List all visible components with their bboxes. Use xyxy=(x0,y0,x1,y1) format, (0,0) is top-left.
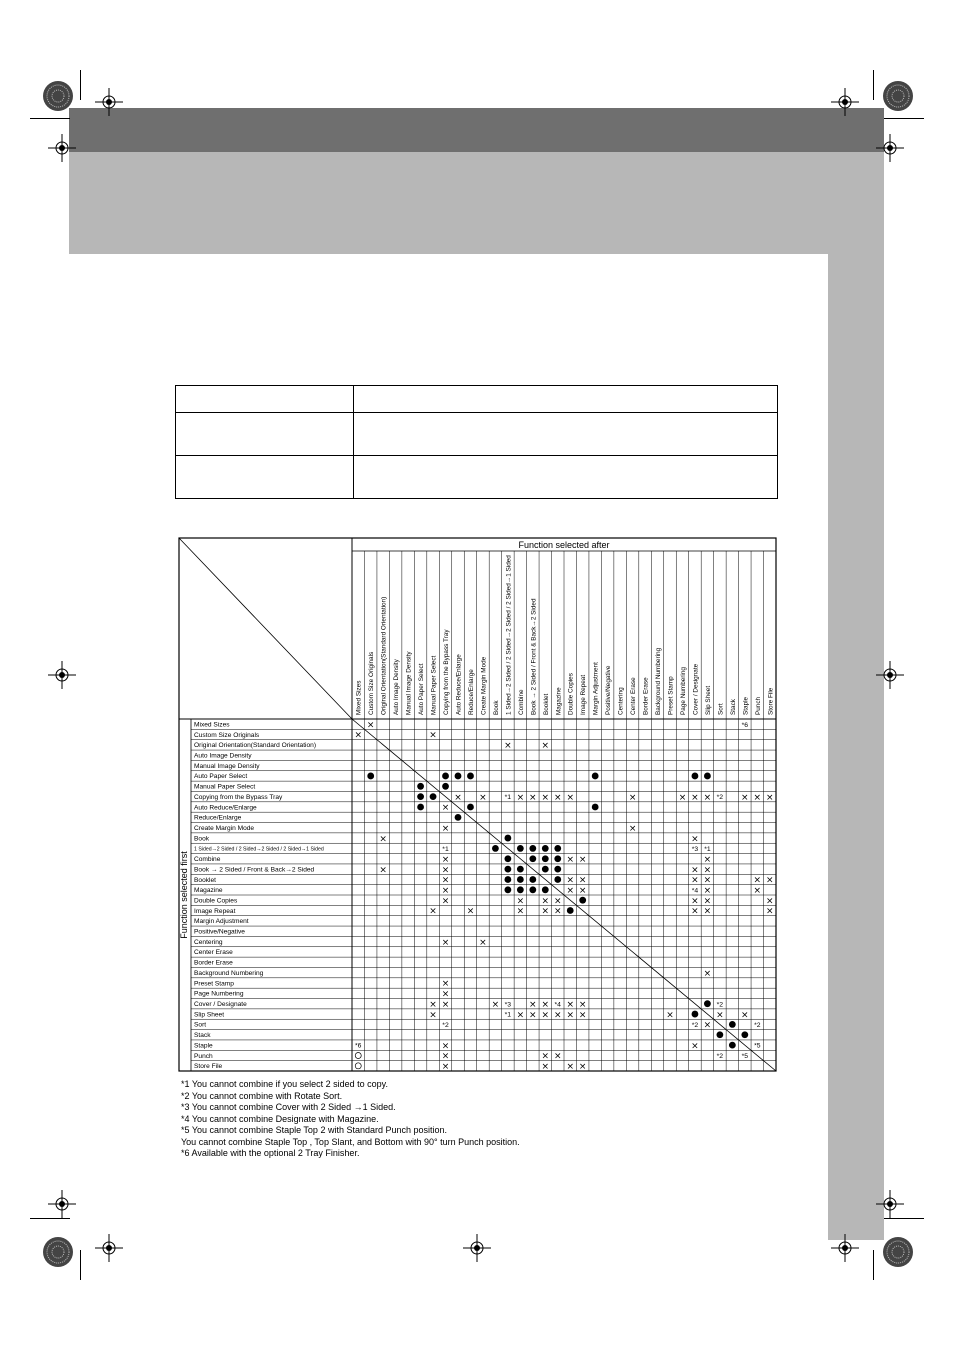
cross-mark: × xyxy=(703,875,712,886)
col-label: Mixed Sizes xyxy=(355,680,363,715)
cross-mark: × xyxy=(703,886,712,897)
footnote-ref-mark: *2 xyxy=(442,1022,449,1030)
col-label: Image Repeat xyxy=(580,674,588,715)
col-label: 1 Sided→2 Sided / 2 Sided→2 Sided / 2 Sided→1 Sided xyxy=(505,555,513,715)
col-label: Custom Size Originals xyxy=(368,651,376,715)
cross-mark: × xyxy=(441,896,450,907)
filled-circle-mark xyxy=(517,845,524,852)
row-label: Combine xyxy=(194,856,221,864)
cross-mark: × xyxy=(578,875,587,886)
col-label: Book → 2 Sided / Front & Back→2 Sided xyxy=(530,598,538,715)
footnote: *2 You cannot combine with Rotate Sort. xyxy=(181,1090,343,1101)
cross-mark: × xyxy=(516,906,525,917)
col-label: Combine xyxy=(517,689,525,715)
row-label: Custom Size Originals xyxy=(194,731,260,739)
row-label: Mixed Sizes xyxy=(194,721,230,729)
row-label: Manual Image Density xyxy=(194,762,260,770)
filled-circle-mark xyxy=(554,855,561,862)
row-label: Create Margin Mode xyxy=(194,825,255,833)
filled-circle-mark xyxy=(542,866,549,873)
cross-mark: × xyxy=(441,989,450,1000)
filled-circle-mark xyxy=(592,804,599,811)
col-label: Copying from the Bypass Tray xyxy=(443,629,451,715)
cross-mark: × xyxy=(765,792,774,803)
cross-mark: × xyxy=(516,896,525,907)
col-label: Auto Image Density xyxy=(393,659,401,715)
col-label: Center Erase xyxy=(630,677,638,715)
footnote-ref-mark: *6 xyxy=(355,1042,362,1050)
filled-circle-mark xyxy=(442,773,449,780)
footnote-ref-mark: *2 xyxy=(716,1053,724,1061)
col-label: Double Copies xyxy=(567,673,575,715)
col-label: Book xyxy=(492,700,500,715)
cross-mark: × xyxy=(441,865,450,876)
cross-mark: × xyxy=(553,792,562,803)
cross-mark: × xyxy=(491,999,500,1010)
cross-mark: × xyxy=(691,1041,699,1052)
cross-mark: × xyxy=(541,1051,550,1062)
cross-mark: × xyxy=(628,823,637,834)
footnote-ref-mark: *5 xyxy=(741,1053,749,1061)
row-label: Border Erase xyxy=(194,959,233,967)
cross-mark: × xyxy=(753,875,762,886)
footnote-ref-mark: *1 xyxy=(442,846,449,854)
col-label: Manual Image Density xyxy=(405,651,413,715)
col-label: Store File xyxy=(767,687,775,715)
cross-mark: × xyxy=(516,1010,525,1021)
cross-mark: × xyxy=(541,906,550,917)
filled-circle-mark xyxy=(729,1021,736,1028)
cross-mark: × xyxy=(703,792,712,803)
row-label: Background Numbering xyxy=(194,969,264,977)
cross-mark: × xyxy=(703,1020,712,1031)
filled-circle-mark xyxy=(529,876,536,883)
cross-mark: × xyxy=(441,803,450,814)
row-label: Reduce/Enlarge xyxy=(194,814,242,822)
row-label: Punch xyxy=(194,1052,213,1060)
col-label: Booklet xyxy=(542,693,550,715)
cross-mark: × xyxy=(741,1010,749,1021)
filled-circle-mark xyxy=(542,886,549,893)
filled-circle-mark xyxy=(467,804,474,811)
footnote-ref-mark: *3 xyxy=(504,1001,512,1009)
cross-mark: × xyxy=(703,854,712,865)
cross-mark: × xyxy=(566,854,575,865)
cross-mark: × xyxy=(578,1062,587,1073)
cross-mark: × xyxy=(441,937,450,948)
col-label: Sort xyxy=(717,703,725,715)
cross-mark: × xyxy=(553,1051,562,1062)
cross-mark: × xyxy=(429,999,437,1010)
footnote-ref-mark: *4 xyxy=(691,887,699,895)
filled-circle-mark xyxy=(504,855,511,862)
col-label: Reduce/Enlarge xyxy=(467,669,475,715)
cross-mark: × xyxy=(541,1062,550,1073)
row-label: Original Orientation(Standard Orientation) xyxy=(194,742,317,750)
filled-circle-mark xyxy=(729,1042,736,1049)
filled-circle-mark xyxy=(542,845,549,852)
filled-circle-mark xyxy=(467,773,474,780)
cross-mark: × xyxy=(466,906,475,917)
footnote-ref-mark: *6 xyxy=(741,721,749,729)
filled-circle-mark xyxy=(517,866,524,873)
filled-circle-mark xyxy=(417,783,424,790)
cross-mark: × xyxy=(479,937,487,948)
cross-mark: × xyxy=(753,886,762,897)
cross-mark: × xyxy=(765,896,774,907)
cross-mark: × xyxy=(703,906,712,917)
cross-mark: × xyxy=(479,792,487,803)
col-label: Border Erase xyxy=(642,677,650,715)
row-label: Manual Paper Select xyxy=(194,783,256,791)
col-label: Stack xyxy=(729,699,737,715)
filled-circle-mark xyxy=(504,866,511,873)
cross-mark: × xyxy=(566,792,575,803)
row-label: Slip Sheet xyxy=(194,1011,225,1019)
filled-circle-mark xyxy=(542,855,549,862)
cross-mark: × xyxy=(504,741,512,752)
cross-mark: × xyxy=(541,741,550,752)
col-label: Original Orientation(Standard Orientation) xyxy=(380,596,388,715)
col-label: Staple xyxy=(742,696,750,715)
cross-mark: × xyxy=(703,865,712,876)
footnote: *1 You cannot combine if you select 2 sided to copy. xyxy=(181,1079,388,1089)
filled-circle-mark xyxy=(741,1031,748,1038)
col-label: Centering xyxy=(617,687,625,715)
row-label: Center Erase xyxy=(194,949,233,957)
filled-circle-mark xyxy=(517,876,524,883)
cross-mark: × xyxy=(691,792,699,803)
col-label: Preset Stamp xyxy=(667,676,675,715)
cross-mark: × xyxy=(441,886,450,897)
col-label: Page Numbering xyxy=(679,667,687,715)
cross-mark: × xyxy=(566,886,575,897)
row-label: Auto Reduce/Enlarge xyxy=(194,804,257,812)
row-label: Preset Stamp xyxy=(194,980,234,988)
cross-mark: × xyxy=(578,854,587,865)
cross-mark: × xyxy=(553,896,562,907)
footnote-ref-mark: *1 xyxy=(704,846,711,854)
row-label: Booklet xyxy=(194,876,216,884)
filled-circle-mark xyxy=(504,876,511,883)
filled-circle-mark xyxy=(492,845,499,852)
row-label: Stack xyxy=(194,1032,211,1040)
open-circle-mark xyxy=(355,1063,361,1069)
row-label: Double Copies xyxy=(194,897,238,905)
cross-mark: × xyxy=(441,823,450,834)
filled-circle-mark xyxy=(529,845,536,852)
cross-mark: × xyxy=(366,720,375,731)
filled-circle-mark xyxy=(704,773,711,780)
col-label: Punch xyxy=(754,696,762,715)
cross-mark: × xyxy=(703,896,712,907)
filled-circle-mark xyxy=(554,876,561,883)
row-label: Page Numbering xyxy=(194,990,244,998)
col-label: Background Numbering xyxy=(655,647,663,715)
cross-mark: × xyxy=(454,792,462,803)
cross-mark: × xyxy=(541,792,550,803)
cross-mark: × xyxy=(566,875,575,886)
row-label: 1 Sided→2 Sided / 2 Sided→2 Sided / 2 Sided→1 Sided xyxy=(194,846,324,853)
cross-mark: × xyxy=(678,792,687,803)
cross-mark: × xyxy=(741,792,749,803)
cross-mark: × xyxy=(516,792,525,803)
filled-circle-mark xyxy=(692,773,699,780)
cross-mark: × xyxy=(691,865,699,876)
footnotes xyxy=(181,1079,781,1160)
col-label: Manual Paper Select xyxy=(430,655,438,715)
col-header-title: Function selected after xyxy=(518,540,610,550)
cross-mark: × xyxy=(441,854,450,865)
row-label: Centering xyxy=(194,938,223,946)
filled-circle-mark xyxy=(504,835,511,842)
cross-mark: × xyxy=(716,1010,724,1021)
filled-circle-mark xyxy=(455,814,462,821)
filled-circle-mark xyxy=(529,855,536,862)
row-label: Sort xyxy=(194,1021,207,1029)
cross-mark: × xyxy=(441,1041,450,1052)
filled-circle-mark xyxy=(692,1011,699,1018)
cross-mark: × xyxy=(566,999,575,1010)
col-label: Positive/Negative xyxy=(605,665,613,715)
cross-mark: × xyxy=(691,834,699,845)
col-label: Slip Sheet xyxy=(704,685,712,715)
matrix-frame xyxy=(179,538,776,1071)
row-label: Magazine xyxy=(194,887,223,895)
col-label: Cover / Designate xyxy=(692,663,700,715)
footnote: *6 Available with the optional 2 Tray Finisher. xyxy=(181,1148,360,1158)
cross-mark: × xyxy=(703,968,712,979)
row-label: Store File xyxy=(194,1063,223,1071)
footnote: You cannot combine Staple Top , Top Slant, and Bottom with 90° turn Punch position. xyxy=(181,1136,520,1147)
cross-mark: × xyxy=(441,1062,450,1073)
filled-circle-mark xyxy=(455,773,462,780)
cross-mark: × xyxy=(553,1010,562,1021)
filled-circle-mark xyxy=(554,866,561,873)
cross-mark: × xyxy=(354,730,363,741)
filled-circle-mark xyxy=(504,886,511,893)
filled-circle-mark xyxy=(517,886,524,893)
row-label: Image Repeat xyxy=(194,907,236,915)
row-label: Positive/Negative xyxy=(194,928,245,936)
cross-mark: × xyxy=(441,999,450,1010)
cross-mark: × xyxy=(578,886,587,897)
cross-mark: × xyxy=(566,1010,575,1021)
cross-mark: × xyxy=(379,834,387,845)
filled-circle-mark xyxy=(417,793,424,800)
footnote-ref-mark: *5 xyxy=(754,1042,761,1050)
filled-circle-mark xyxy=(430,793,437,800)
filled-circle-mark xyxy=(442,783,449,790)
cross-mark: × xyxy=(628,792,637,803)
row-label: Book xyxy=(194,835,210,843)
cross-mark: × xyxy=(566,1062,575,1073)
filled-circle-mark xyxy=(704,1000,711,1007)
footnote-ref-mark: *3 xyxy=(691,846,699,854)
filled-circle-mark xyxy=(579,897,586,904)
row-label: Auto Image Density xyxy=(194,752,252,760)
footnote-ref-mark: *2 xyxy=(691,1022,699,1030)
footnote: *5 You cannot combine Staple Top 2 with Standard Punch position. xyxy=(181,1125,448,1135)
footnote-ref-mark: *4 xyxy=(554,1001,561,1009)
filled-circle-mark xyxy=(554,845,561,852)
col-label: Auto Paper Select xyxy=(418,663,426,715)
footnote-ref-mark: *2 xyxy=(716,794,724,802)
cross-mark: × xyxy=(541,1010,550,1021)
row-header-title: Function selected first xyxy=(179,851,189,939)
cross-mark: × xyxy=(529,999,537,1010)
cross-mark: × xyxy=(441,875,450,886)
filled-circle-mark xyxy=(592,773,599,780)
cross-mark: × xyxy=(765,906,774,917)
open-circle-mark xyxy=(355,1052,361,1058)
cross-mark: × xyxy=(541,896,550,907)
footnote-ref-mark: *1 xyxy=(504,1011,512,1019)
cross-mark: × xyxy=(441,979,450,990)
filled-circle-mark xyxy=(716,1031,723,1038)
cross-mark: × xyxy=(691,896,699,907)
footnote-ref-mark: *1 xyxy=(504,794,512,802)
col-label: Auto Reduce/Enlarge xyxy=(455,654,463,715)
row-label: Staple xyxy=(194,1042,213,1050)
col-label: Create Margin Mode xyxy=(480,656,488,715)
cross-mark: × xyxy=(429,730,437,741)
cross-mark: × xyxy=(691,906,699,917)
cross-mark: × xyxy=(765,875,774,886)
corner-diagonal xyxy=(179,538,352,719)
footnote: *4 You cannot combine Designate with Magazine. xyxy=(181,1113,379,1124)
row-label: Margin Adjustment xyxy=(194,918,249,926)
cross-mark: × xyxy=(529,1010,537,1021)
filled-circle-mark xyxy=(417,804,424,811)
cross-mark: × xyxy=(753,792,762,803)
cross-mark: × xyxy=(379,865,387,876)
cross-mark: × xyxy=(691,875,699,886)
row-label: Book → 2 Sided / Front & Back→2 Sided xyxy=(194,866,315,874)
cross-mark: × xyxy=(529,792,537,803)
row-label: Auto Paper Select xyxy=(194,773,248,781)
col-label: Magazine xyxy=(555,687,563,715)
footnote-ref-mark: *2 xyxy=(754,1022,761,1030)
cross-mark: × xyxy=(553,906,562,917)
cross-mark: × xyxy=(441,1051,450,1062)
filled-circle-mark xyxy=(529,886,536,893)
cross-mark: × xyxy=(429,906,437,917)
footnote-ref-mark: *2 xyxy=(716,1001,724,1009)
cross-mark: × xyxy=(578,999,587,1010)
filled-circle-mark xyxy=(367,773,374,780)
cross-mark: × xyxy=(666,1010,674,1021)
row-label: Cover / Designate xyxy=(194,1001,247,1009)
cross-mark: × xyxy=(541,999,550,1010)
cross-mark: × xyxy=(578,1010,587,1021)
col-label: Margin Adjustment xyxy=(592,662,600,715)
filled-circle-mark xyxy=(567,907,574,914)
cross-mark: × xyxy=(429,1010,437,1021)
row-label: Copying from the Bypass Tray xyxy=(194,793,283,801)
footnote: *3 You cannot combine Cover with 2 Sided →1 Sided. xyxy=(181,1102,396,1112)
